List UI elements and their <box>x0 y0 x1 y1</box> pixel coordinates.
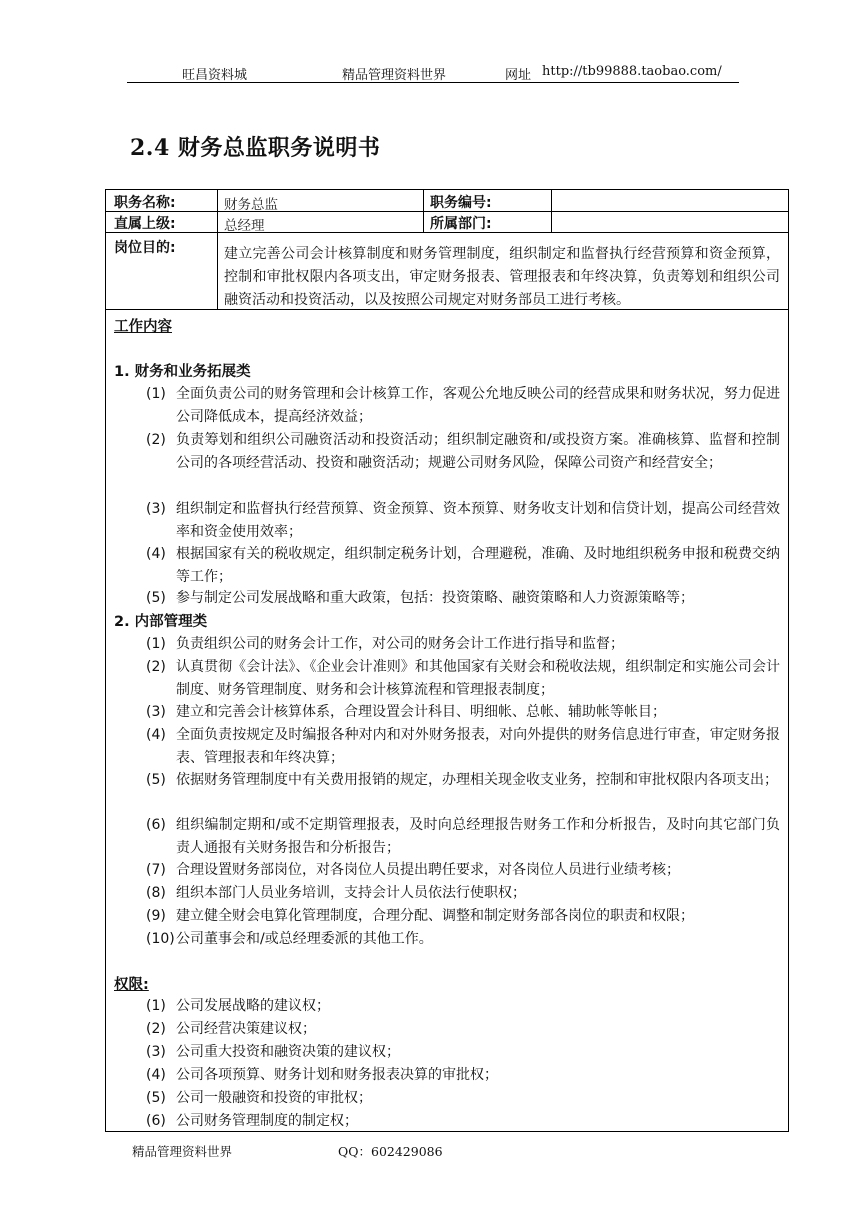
item-text: 公司董事会和/或总经理委派的其他工作。 <box>176 931 433 947</box>
footer-world: 精品管理资料世界 <box>132 1144 233 1159</box>
list-item <box>146 995 780 1018</box>
item-number: (7) <box>146 862 166 878</box>
list-item <box>146 429 780 475</box>
item-number: (10) <box>146 931 175 947</box>
item-text: 负责组织公司的财务会计工作，对公司的财务会计工作进行指导和监督； <box>176 636 624 652</box>
item-text: 全面负责按规定及时编报各种对内和对外财务报表，对向外提供的财务信息进行审查，审定财务报表、管理报表和年终决算； <box>176 727 780 766</box>
item-text: 认真贯彻《会计法》、《企业会计准则》和其他国家有关财会和税收法规，组织制定和实施公司会计制度、财务管理制度、财务和会计核算流程和管理报表制度； <box>176 659 780 698</box>
header-world: 精品管理资料世界 <box>342 68 447 83</box>
item-text: 公司一般融资和投资的审批权； <box>176 1090 372 1106</box>
list-item <box>146 724 780 770</box>
item-text: 全面负责公司的财务管理和会计核算工作，客观公允地反映公司的经营成果和财务状况，努力促进公司降低成本，提高经济效益； <box>176 386 780 425</box>
item-number: (6) <box>146 1113 166 1129</box>
list-item <box>146 656 780 702</box>
superior-value: 总经理 <box>224 218 265 234</box>
list-item <box>146 543 780 589</box>
item-number: (2) <box>146 659 166 675</box>
item-text: 公司发展战略的建议权； <box>176 998 330 1014</box>
department-label: 所属部门: <box>430 216 492 232</box>
document-title: 2.4 财务总监职务说明书 <box>130 135 381 161</box>
list-item <box>146 1110 780 1133</box>
list-item <box>146 1087 780 1110</box>
superior-label: 直属上级: <box>114 216 176 232</box>
item-number: (4) <box>146 727 166 743</box>
position-name-value: 财务总监 <box>224 197 278 213</box>
item-text: 公司各项预算、财务计划和财务报表决算的审批权； <box>176 1067 498 1083</box>
header-url-label: 网址 <box>505 68 532 83</box>
item-number: (5) <box>146 772 166 788</box>
list-item <box>146 1018 780 1041</box>
item-text: 组织本部门人员业务培训，支持会计人员依法行使职权； <box>176 885 526 901</box>
item-number: (5) <box>146 590 166 606</box>
column-divider <box>551 190 552 232</box>
item-number: (4) <box>146 1067 166 1083</box>
item-text: 依据财务管理制度中有关费用报销的规定，办理相关现金收支业务，控制和审批权限内各项支出； <box>176 772 778 788</box>
header-shop-name: 旺昌资料城 <box>182 68 248 83</box>
list-item <box>146 1064 780 1087</box>
position-no-label: 职务编号: <box>430 195 492 211</box>
item-text: 公司经营决策建议权； <box>176 1021 316 1037</box>
position-name-label: 职务名称: <box>114 195 176 211</box>
item-number: (1) <box>146 998 166 1014</box>
job-description-table <box>105 189 789 1132</box>
list-item <box>146 498 780 544</box>
section-title-finance: 1. 财务和业务拓展类 <box>114 364 251 380</box>
purpose-label: 岗位目的: <box>114 240 176 256</box>
item-text: 建立健全财会电算化管理制度，合理分配、调整和制定财务部各岗位的职责和权限； <box>176 908 694 924</box>
list-item <box>146 587 780 610</box>
purpose-value: 建立完善公司会计核算制度和财务管理制度，组织制定和监督执行经营预算和资金预算，控制和审批权限内各项支出，审定财务报表、管理报表和年终决算，负责筹划和组织公司融资活动和投资活动，以及按照公司规定对财务部员工进行考核。 <box>224 246 780 308</box>
list-item <box>146 633 780 656</box>
item-text: 组织制定和监督执行经营预算、资金预算、资本预算、财务收支计划和信贷计划，提高公司经营效率和资金使用效率； <box>176 501 780 540</box>
list-item <box>146 814 780 860</box>
page-header <box>127 60 739 83</box>
item-number: (3) <box>146 501 166 517</box>
item-number: (8) <box>146 885 166 901</box>
authority-title: 权限: <box>114 977 149 993</box>
column-divider <box>217 190 218 309</box>
item-text: 参与制定公司发展战略和重大政策，包括：投资策略、融资策略和人力资源策略等； <box>176 590 694 606</box>
list-item <box>146 701 780 724</box>
page-footer <box>105 1132 789 1159</box>
item-text: 建立和完善会计核算体系，合理设置会计科目、明细帐、总帐、辅助帐等帐目； <box>176 704 666 720</box>
item-number: (5) <box>146 1090 166 1106</box>
item-number: (3) <box>146 704 166 720</box>
work-content-title: 工作内容 <box>114 319 172 335</box>
list-item <box>146 1041 780 1064</box>
item-text: 公司重大投资和融资决策的建议权； <box>176 1044 400 1060</box>
item-text: 组织编制定期和/或不定期管理报表，及时向总经理报告财务工作和分析报告，及时向其它部门负责人通报有关财务报告和分析报告； <box>176 817 780 856</box>
item-number: (4) <box>146 546 166 562</box>
list-item <box>146 859 780 882</box>
list-item <box>146 928 780 951</box>
section-title-internal: 2. 内部管理类 <box>114 614 208 630</box>
list-item <box>146 905 780 928</box>
item-text: 根据国家有关的税收规定，组织制定税务计划，合理避税，准确、及时地组织税务申报和税费交纳等工作； <box>176 546 780 585</box>
item-number: (2) <box>146 432 166 448</box>
item-text: 公司财务管理制度的制定权； <box>176 1113 358 1129</box>
item-number: (1) <box>146 636 166 652</box>
item-number: (1) <box>146 386 166 402</box>
item-number: (3) <box>146 1044 166 1060</box>
list-item <box>146 882 780 905</box>
list-item <box>146 769 780 792</box>
item-number: (2) <box>146 1021 166 1037</box>
item-number: (6) <box>146 817 166 833</box>
header-url[interactable]: http://tb99888.taobao.com/ <box>542 64 722 79</box>
item-number: (9) <box>146 908 166 924</box>
footer-qq: QQ：602429086 <box>338 1144 443 1159</box>
list-item <box>146 383 780 429</box>
item-text: 负责筹划和组织公司融资活动和投资活动；组织制定融资和/或投资方案。准确核算、监督和控制公司的各项经营活动、投资和融资活动；规避公司财务风险，保障公司资产和经营安全； <box>176 432 780 471</box>
item-text: 合理设置财务部岗位，对各岗位人员提出聘任要求，对各岗位人员进行业绩考核； <box>176 862 680 878</box>
column-divider <box>423 190 424 232</box>
